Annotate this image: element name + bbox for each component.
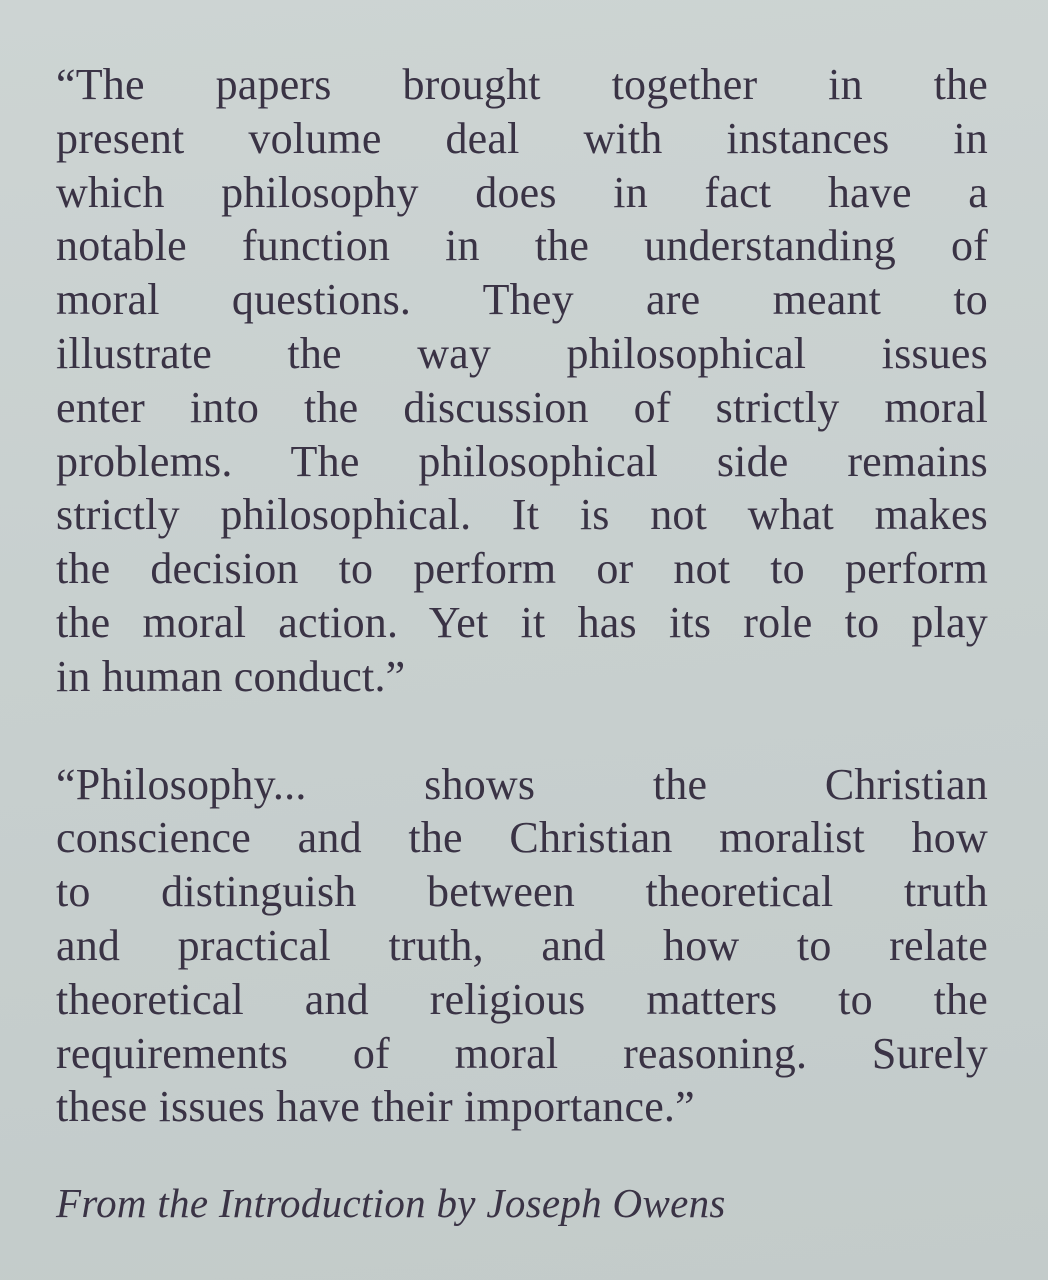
quote-1-line: the moral action. Yet it has its role to play (56, 597, 988, 647)
quote-1-line: present volume deal with instances in (56, 113, 988, 163)
quote-1-line: illustrate the way philosophical issues (56, 328, 988, 378)
quote-1-line: enter into the discussion of strictly moral (56, 382, 988, 432)
quote-1-line: “The papers brought together in the (56, 60, 988, 109)
quote-2-line: “Philosophy... shows the Christian (56, 759, 988, 809)
quote-2-line: and practical truth, and how to relate (56, 920, 988, 970)
quote-1-line: moral questions. They are meant to (56, 275, 988, 325)
quote-2-line: these issues have their importance.” (56, 1082, 695, 1132)
quote-1-line: the decision to perform or not to perform (56, 544, 988, 594)
quote-1-line: notable function in the understanding of (56, 221, 988, 271)
quote-1-line: which philosophy does in fact have a (56, 167, 988, 217)
quote-paragraph-1 (56, 58, 988, 704)
quote-1-line: in human conduct.” (56, 651, 406, 701)
back-cover-text (56, 58, 988, 1228)
quote-2-line: theoretical and religious matters to the (56, 974, 988, 1024)
quote-1-line: strictly philosophical. It is not what makes (56, 490, 988, 540)
quote-2-line: to distinguish between theoretical truth (56, 867, 988, 917)
quote-2-line: conscience and the Christian moralist how (56, 813, 988, 863)
quote-paragraph-2 (56, 758, 988, 1135)
quote-1-line: problems. The philosophical side remains (56, 436, 988, 486)
attribution: From the Introduction by Joseph Owens (56, 1180, 726, 1227)
quote-2-line: requirements of moral reasoning. Surely (56, 1028, 988, 1078)
